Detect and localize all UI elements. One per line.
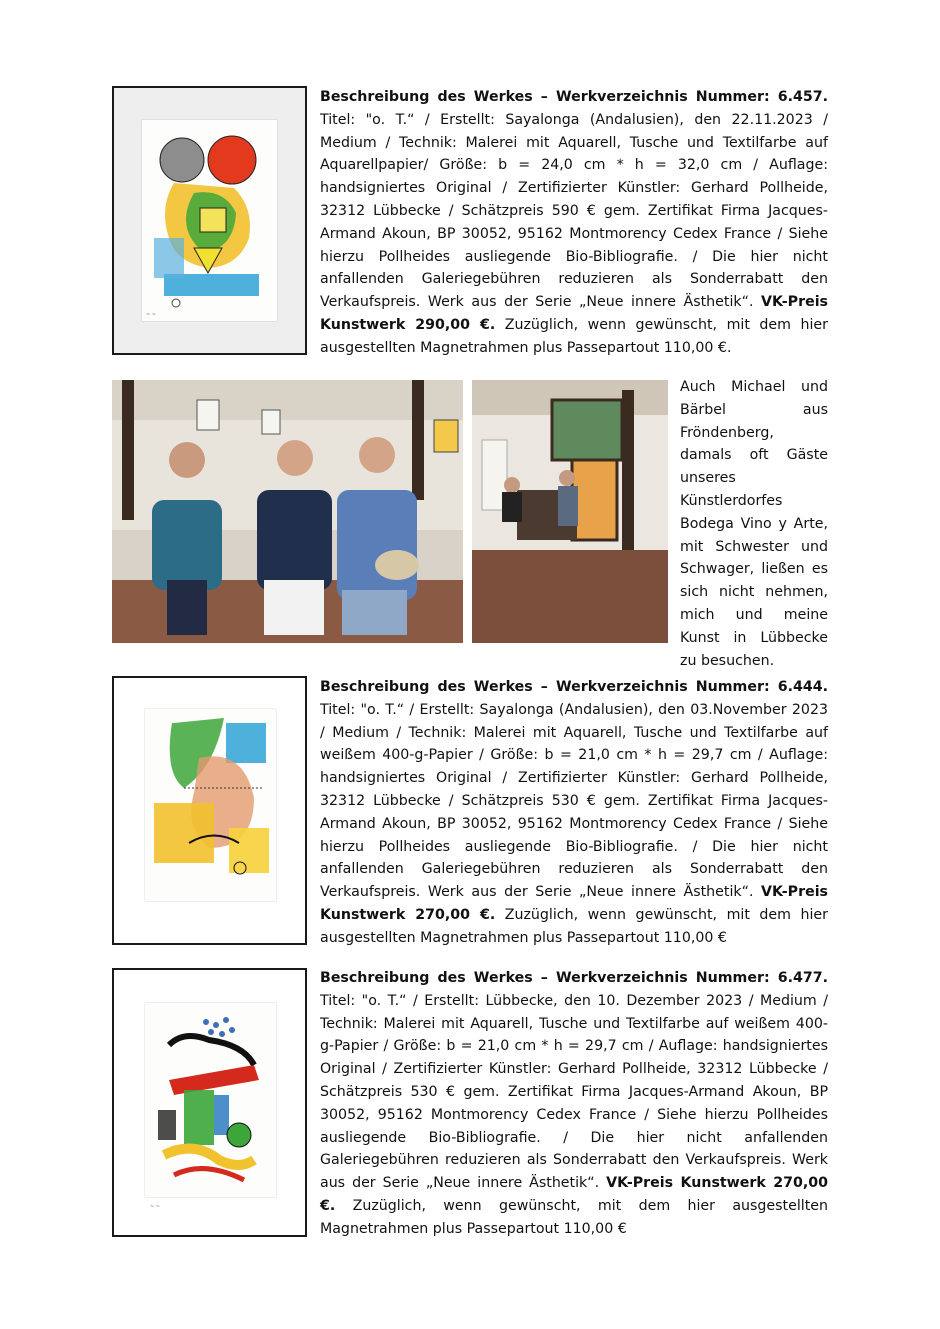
description-body: Titel: "o. T.“ / Erstellt: Sayalonga (Andalusien), den 03.November 2023 / Medium / Technik: Malerei mit Aquarell, Tusche und Textilfarbe auf weißem 400-g-Papier / Größe: b = 21,0 cm * h = 29,7 cm / Auflage: handsigniertes Original / Zertifizierter Künstler: Gerhard Pollheide, 32312 Lübbecke / Schätzpreis 530 € gem. Zertifikat Firma Jacques-Armand Akoun, BP 30052, 95162 Montmorency Cedex France / Siehe hierzu Pollheides ausliegende Bio-Bibliografie. / Die hier nicht anfallenden Galeriegebühren reduzieren als Sonderrabatt den Verkaufspreis. Werk aus der Serie „Neue innere Ästhetik“.: [320, 701, 828, 901]
price-label: VK-Preis Kunstwerk 270,00 €.: [320, 884, 828, 923]
artwork-painting-6477: [114, 970, 305, 1235]
frame-offer: Zuzüglich, wenn gewünscht, mit dem hier ausgestellten Magnetrahmen plus Passepartout 110,00 €.: [320, 316, 828, 356]
artwork-painting-6444: [114, 678, 305, 943]
artwork-description-6477: [320, 967, 828, 1241]
description-heading: Beschreibung des Werkes – Werkverzeichnis Nummer: 6.477.: [320, 970, 828, 986]
artwork-description-6444: [320, 676, 828, 950]
svg-text:~ ~: ~ ~: [150, 1204, 160, 1210]
description-heading: Beschreibung des Werkes – Werkverzeichnis Nummer: 6.444.: [320, 679, 828, 695]
price-label: VK-Preis Kunstwerk 290,00 €.: [320, 294, 828, 333]
gallery-interior-photo: [472, 380, 668, 643]
price-label: VK-Preis Kunstwerk 270,00 €.: [320, 1175, 829, 1214]
description-body: Titel: "o. T.“ / Erstellt: Sayalonga (Andalusien), den 22.11.2023 / Medium / Technik: Malerei mit Aquarell, Tusche und Textilfarbe auf Aquarellpapier/ Größe: b = 24,0 cm * h = 32,0 cm / Auflage: handsigniertes Original / Zertifizierter Künstler: Gerhard Pollheide, 32312 Lübbecke / Schätzpreis 590 € gem. Zertifikat Firma Jacques-Armand Akoun, BP 30052, 95162 Montmorency Cedex France / Siehe hierzu Pollheides ausliegende Bio-Bibliografie. / Die hier nicht anfallenden Galeriegebühren reduzieren als Sonderrabatt den Verkaufspreis. Werk aus der Serie „Neue innere Ästhetik“.: [320, 111, 828, 311]
artwork-frame-6444: [112, 676, 307, 945]
visit-caption: Auch Michael und Bärbel aus Fröndenberg, damals oft Gäste unseres Künstlerdorfes Bodega Vino y Arte, mit Schwester und Schwager, ließen es sich nicht nehmen, mich und meine Kunst in Lübbecke zu besuchen.: [680, 379, 828, 669]
visitors-photo: [112, 380, 463, 643]
artwork-description-6457: [320, 86, 828, 360]
artwork-frame-6477: [112, 968, 307, 1237]
artwork-painting-6457: [114, 88, 305, 353]
description-body: Titel: "o. T.“ / Erstellt: Lübbecke, den 10. Dezember 2023 / Medium / Technik: Malerei mit Aquarell, Tusche und Textilfarbe auf weißem 400-g-Papier / Größe: b = 21,0 cm * h = 29,7 cm / Auflage: handsigniertes Original / Zertifizierter Künstler: Gerhard Pollheide, 32312 Lübbecke / Schätzpreis 530 € gem. Zertifikat Firma Jacques-Armand Akoun, BP 30052, 95162 Montmorency Cedex France / Siehe hierzu Pollheides ausliegende Bio-Bibliografie. / Die hier nicht anfallenden Galeriegebühren reduzieren als Sonderrabatt den Verkaufspreis. Werk aus der Serie „Neue innere Ästhetik“.: [320, 992, 828, 1192]
frame-offer: Zuzüglich, wenn gewünscht, mit dem hier ausgestellten Magnetrahmen plus Passepartout 110,00 €: [320, 1197, 828, 1237]
description-heading: Beschreibung des Werkes – Werkverzeichnis Nummer: 6.457.: [320, 89, 828, 105]
artwork-frame-6457: [112, 86, 307, 355]
frame-offer: Zuzüglich, wenn gewünscht, mit dem hier ausgestellten Magnetrahmen plus Passepartout 110,00 €: [320, 906, 828, 946]
svg-text:~ ~: ~ ~: [146, 312, 156, 318]
